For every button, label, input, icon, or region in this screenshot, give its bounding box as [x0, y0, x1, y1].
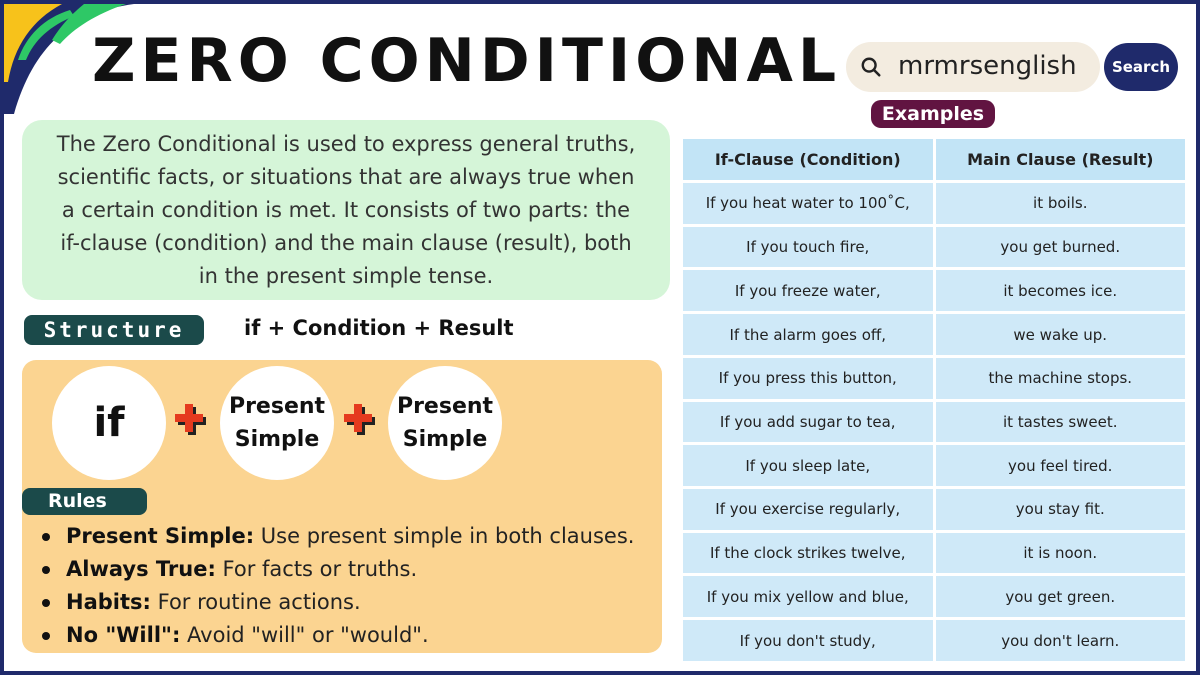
examples-label: Examples	[871, 100, 995, 128]
rules-label: Rules	[22, 488, 147, 515]
if-clause-cell: If the alarm goes off,	[683, 314, 933, 355]
rules-list	[36, 520, 634, 652]
if-clause-cell: If you freeze water,	[683, 270, 933, 311]
table-row	[683, 314, 1185, 355]
result-cell: the machine stops.	[936, 358, 1186, 399]
result-cell: you don't learn.	[936, 620, 1186, 661]
rule-item: Always True: For facts or truths.	[36, 553, 634, 586]
result-cell: it tastes sweet.	[936, 402, 1186, 443]
search-icon	[860, 56, 882, 78]
result-cell: it becomes ice.	[936, 270, 1186, 311]
description-panel	[22, 120, 670, 300]
table-row	[683, 620, 1185, 661]
page-title: ZERO CONDITIONAL	[92, 26, 842, 96]
plus-icon	[174, 403, 208, 437]
if-clause-cell: If you heat water to 100˚C,	[683, 183, 933, 224]
table-row	[683, 489, 1185, 530]
plus-icon	[343, 403, 377, 437]
table-row	[683, 227, 1185, 268]
table-header-row	[683, 139, 1185, 180]
search-button[interactable]: Search	[1104, 43, 1178, 91]
rule-item: Habits: For routine actions.	[36, 586, 634, 619]
if-clause-cell: If the clock strikes twelve,	[683, 533, 933, 574]
result-cell: you get green.	[936, 576, 1186, 617]
result-cell: we wake up.	[936, 314, 1186, 355]
result-cell: it is noon.	[936, 533, 1186, 574]
column-header: If-Clause (Condition)	[683, 139, 933, 180]
table-row	[683, 358, 1185, 399]
page-frame	[4, 4, 1196, 671]
if-clause-cell: If you touch fire,	[683, 227, 933, 268]
if-clause-cell: If you mix yellow and blue,	[683, 576, 933, 617]
table-row	[683, 533, 1185, 574]
description-text: The Zero Conditional is used to express general truths, scientific facts, or situations that are always true when a certain condition is met. It consists of two parts: the if-clause (condition) and the main clause (result), both in the present simple tense.	[56, 132, 636, 288]
present-simple-circle-2	[388, 366, 502, 480]
rules-panel	[22, 360, 662, 653]
result-cell: you get burned.	[936, 227, 1186, 268]
result-cell: you feel tired.	[936, 445, 1186, 486]
circle-line: Simple	[234, 427, 320, 452]
column-header: Main Clause (Result)	[936, 139, 1186, 180]
rule-item: Present Simple: Use present simple in both clauses.	[36, 520, 634, 553]
table-row	[683, 183, 1185, 224]
examples-table	[680, 136, 1188, 664]
table-row	[683, 445, 1185, 486]
circle-line: Present	[396, 394, 494, 419]
search-query: mrmrsenglish	[898, 51, 1077, 81]
if-circle	[52, 366, 166, 480]
result-cell: it boils.	[936, 183, 1186, 224]
result-cell: you stay fit.	[936, 489, 1186, 530]
circle-line: Simple	[402, 427, 488, 452]
if-clause-cell: If you add sugar to tea,	[683, 402, 933, 443]
present-simple-circle-1	[220, 366, 334, 480]
if-clause-cell: If you sleep late,	[683, 445, 933, 486]
if-clause-cell: If you don't study,	[683, 620, 933, 661]
if-clause-cell: If you press this button,	[683, 358, 933, 399]
search-input[interactable]	[846, 42, 1100, 92]
if-clause-cell: If you exercise regularly,	[683, 489, 933, 530]
structure-label: Structure	[24, 315, 204, 345]
structure-formula: if + Condition + Result	[244, 316, 514, 340]
table-row	[683, 402, 1185, 443]
table-row	[683, 270, 1185, 311]
if-circle-label: if	[93, 400, 125, 446]
rule-item: No "Will": Avoid "will" or "would".	[36, 619, 634, 652]
table-row	[683, 576, 1185, 617]
circle-line: Present	[228, 394, 326, 419]
